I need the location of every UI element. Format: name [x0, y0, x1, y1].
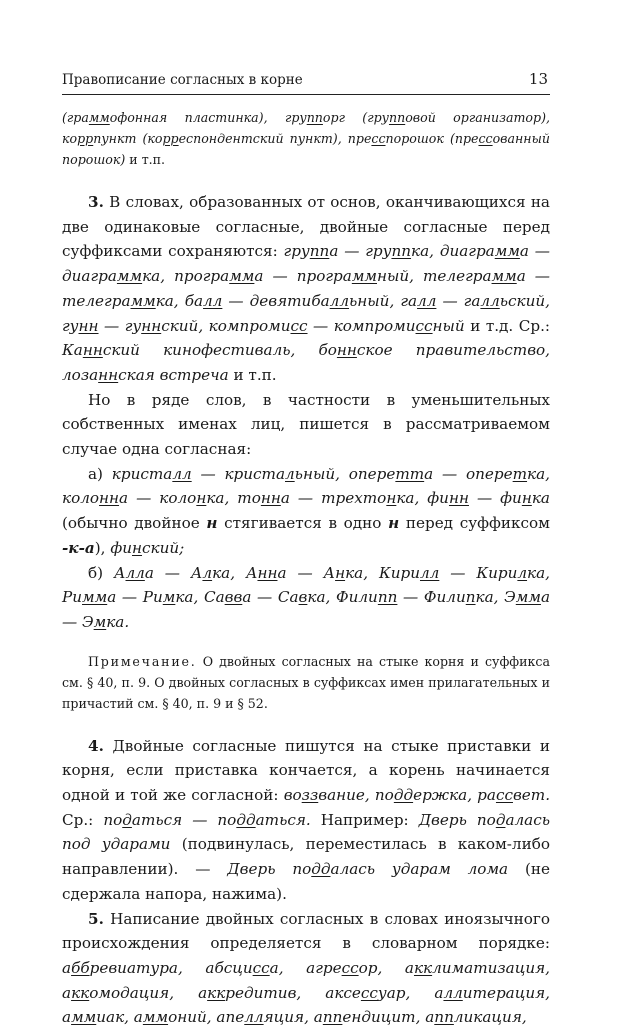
section-5-number: 5. — [88, 909, 104, 928]
note-paragraph: Примечание. О двойных согласных на стыке корня и суффикса см. § 40, п. 9. О двойных согласных в суффиксах имен прилагательных и причастий см. § 40, п. 9 и § 52. — [62, 653, 550, 711]
continued-examples-paragraph: (граммофонная пластинка), группорг (групповой организатор), коррпункт (корреспондентский пункт), пресспорошок (прессованный порошок) и т.п. — [62, 110, 550, 167]
running-head-title: Правописание согласных в корне — [62, 72, 303, 88]
exceptions-intro-paragraph: Но в ряде слов, в частности в уменьшительных собственных именах лиц, пишется в рассматриваемом случае одна согласная: — [62, 390, 550, 459]
section-5-paragraph: 5. Написание двойных согласных в словах иноязычного происхождения определяется в словарном порядке: аббревиатура, абсцисса, агрессор, акклиматизация, аккомодация, аккредитив, аксессуар, аллитерация, аммиак, аммоний, апелляция, аппендицит, аппликация, — [62, 909, 550, 1027]
exceptions-list-b: б) Алла — Алка, Анна — Анка, Кирилл — Кирилка, Римма — Римка, Савва — Савка, Филипп — Филипка, Эмма — Эмка. — [62, 563, 551, 631]
section-4-number: 4. — [88, 736, 104, 755]
page-number: 13 — [528, 70, 548, 88]
section-4-paragraph: 4. Двойные согласные пишутся на стыке приставки и корня, если приставка кончается, а корень начинается одной и той же согласной: воззвание, поддержка, рассвет. Ср.: податься — поддаться. Например: Дверь подалась под ударами (подвинулась, переместилась в каком-либо направлении). — Дверь поддалась ударам лома (не сдержала напора, нажима). — [62, 736, 551, 903]
book-page — [62, 70, 550, 1030]
running-head — [62, 70, 550, 95]
note-label: Примечание. — [88, 653, 197, 669]
exceptions-list-a: а) кристалл — кристальный, оперетта — оперетка, колонна — колонка, тонна — трехтонка, финн — финка (обычно двойное н стягивается в одно н перед суффиксом -к-а), финский; — [62, 464, 550, 557]
section-3-paragraph: 3. В словах, образованных от основ, оканчивающихся на две одинаковые согласные, двойные согласные перед суффиксами сохраняются: группа — группка, диаграмма — диаграммка, программа — программный, телеграмма — телеграммка, балл — девятибалльный, галл — галльский, гунн — гуннский, компромисс — компромиссный и т.д. Ср.: Каннский кинофестиваль, боннское правительство, лозаннская встреча и т.п. — [62, 193, 551, 384]
section-3-number: 3. — [88, 193, 104, 211]
